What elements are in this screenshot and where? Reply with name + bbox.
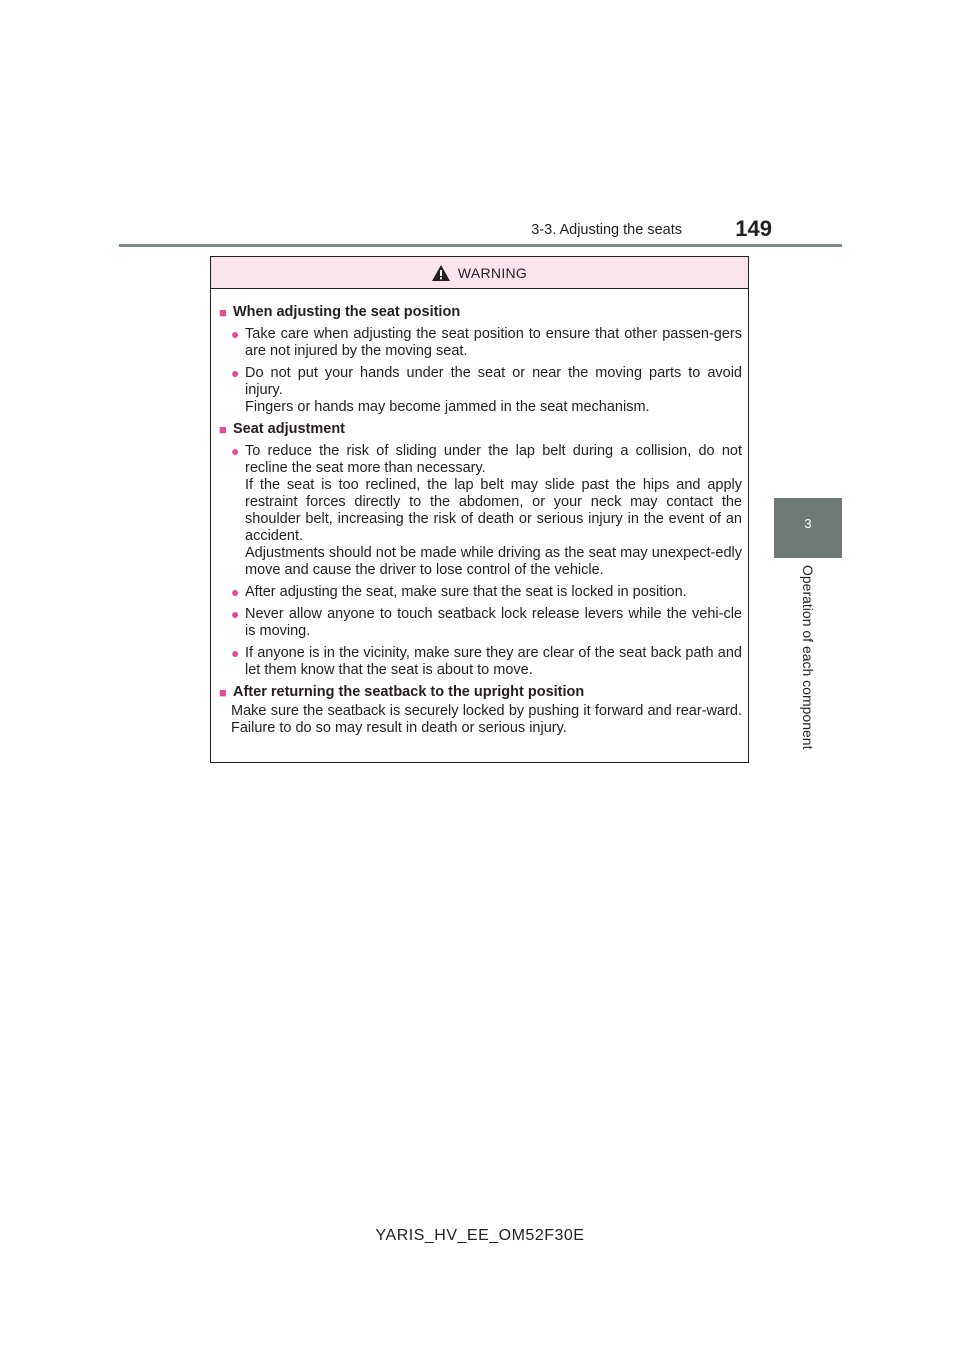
warning-item [219,645,742,679]
warning-paragraph: Make sure the seatback is securely locked by pushing it forward and rear-ward. Failure to do so may result in death or serious injury. [231,703,742,736]
chapter-tab [774,498,842,558]
warning-title: WARNING [457,264,528,281]
pink-square-icon: ■ [219,305,227,320]
warning-item [219,584,742,601]
item-text: Do not put your hands under the seat or near the moving parts to avoid injury. Fingers or hands may become jammed in the seat mechanism. [245,365,742,415]
item-text: Never allow anyone to touch seatback lock release levers while the vehi-cle is moving. [245,606,742,639]
pink-dot-icon: ● [231,584,240,600]
item-text: After adjusting the seat, make sure that the seat is locked in position. [245,584,687,600]
warning-section-heading [219,684,742,701]
warning-section-heading [219,421,742,438]
heading-text: After returning the seatback to the upright position [233,684,585,700]
page-number: 149 [735,216,772,241]
chapter-label: Operation of each component [800,565,816,750]
pink-square-icon: ■ [219,685,227,700]
heading-text: When adjusting the seat position [233,304,461,320]
warning-item [219,443,742,579]
pink-dot-icon: ● [231,645,240,661]
pink-dot-icon: ● [231,365,240,381]
item-text: If anyone is in the vicinity, make sure they are clear of the seat back path and let them know that the seat is about to move. [245,645,742,678]
warning-triangle-icon [432,265,450,281]
pink-dot-icon: ● [231,606,240,622]
pink-dot-icon: ● [231,443,240,459]
pink-dot-icon: ● [231,326,240,342]
item-text: To reduce the risk of sliding under the lap belt during a collision, do not recline the seat more than necessary. If the seat is too reclined, the lap belt may slide past the hips and apply restraint forces directly to the abdomen, or your neck may contact the shoulder belt, increasing the risk of death or serious injury in the event of an accident. Adjustments should not be made while driving as the seat may unexpect-edly move and cause the driver to lose control of the vehicle. [245,443,742,578]
header-divider [119,244,842,247]
warning-item [219,365,742,416]
warning-body [211,289,748,737]
warning-item [219,606,742,640]
warning-section-heading [219,304,742,321]
pink-square-icon: ■ [219,422,227,437]
document-code: YARIS_HV_EE_OM52F30E [375,1227,585,1244]
warning-box [210,256,749,763]
heading-text: Seat adjustment [233,421,345,437]
item-text: Take care when adjusting the seat position to ensure that other passen-gers are not injured by the moving seat. [245,326,742,359]
chapter-number: 3 [804,516,812,531]
warning-item [219,326,742,360]
section-title: 3-3. Adjusting the seats [531,222,682,238]
warning-header [211,257,748,289]
